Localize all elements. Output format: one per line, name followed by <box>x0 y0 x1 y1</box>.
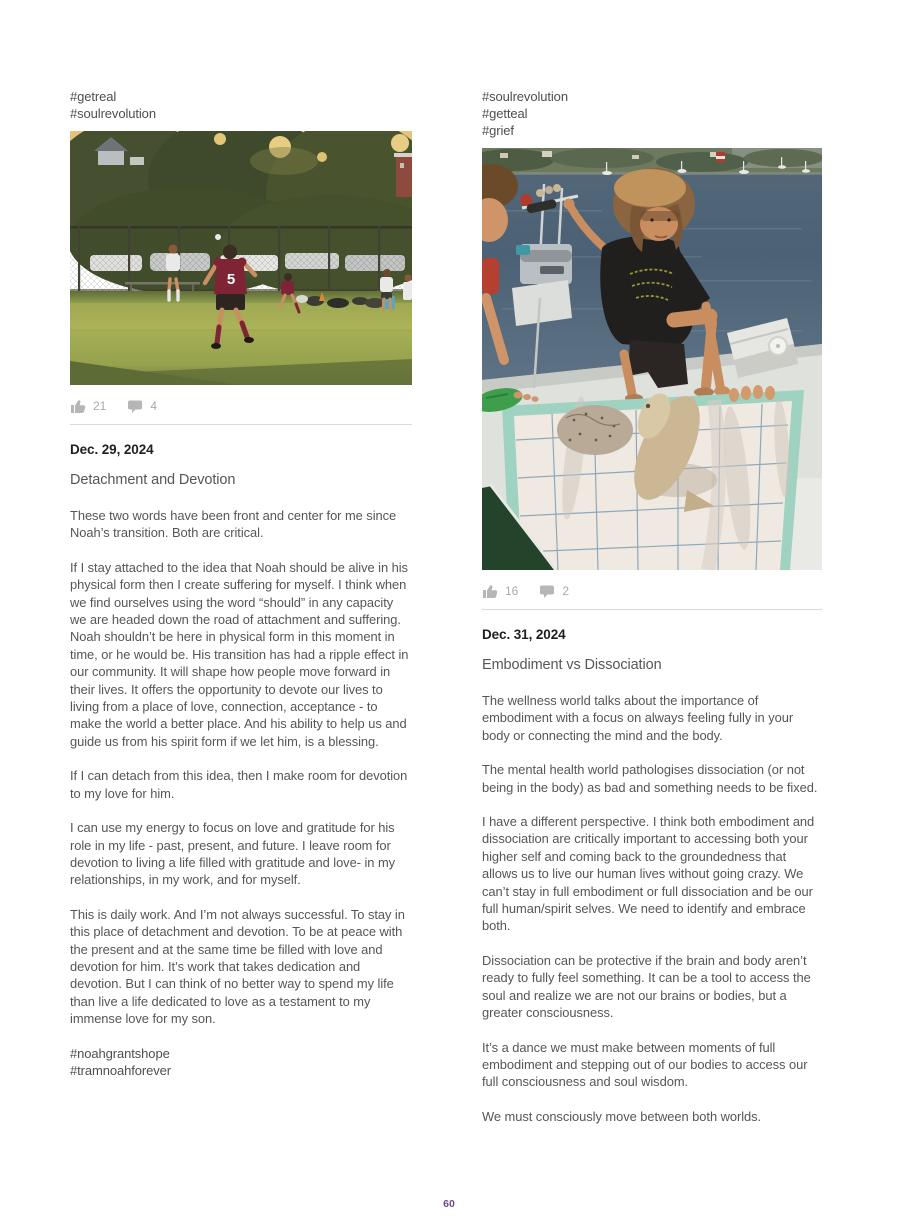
paragraph: I can use my energy to focus on love and gratitude for his role in my life - past, present, and future. I leave room for devotion to living a life filled with gratitude and love- in my relationships, in my work, and for myself. <box>70 820 396 888</box>
post-meta-row <box>482 582 822 600</box>
post-body <box>482 692 822 1125</box>
hashtags-top <box>70 88 412 122</box>
hashtag: #soulrevolution <box>482 89 568 104</box>
comment-bubble-icon <box>539 583 555 599</box>
paragraph: The wellness world talks about the importance of embodiment with a focus on always feeling fully in your body or connecting the mind and the body. <box>482 693 794 743</box>
paragraph: It’s a dance we must make between moments of full embodiment and stepping out of our bodies to access our full consciousness and soul wisdom. <box>482 1039 808 1090</box>
paragraph: This is daily work. And I’m not always successful. To stay in this place of detachment and devotion. To be at peace with the present and at the same time be filled with love and devotion for him. It’s work that takes dedication and devotion. But I can think of no better way to spend my life than live a life dedicated to love as a testament to my immense love for my son. <box>70 906 405 1027</box>
paragraph: Dissociation can be protective if the brain and body aren’t ready to fully feel something. It can be a tool to access the soul and realize we are not our brains or bodies, but a greater consciousness. <box>482 952 811 1021</box>
post-title: Detachment and Devotion <box>70 472 236 488</box>
comment-count: 4 <box>150 399 158 413</box>
hashtag: #getreal <box>70 89 117 104</box>
post-column-right <box>482 88 822 1142</box>
post-body <box>70 507 412 1028</box>
post-date: Dec. 31, 2024 <box>482 627 566 642</box>
thumbs-up-icon <box>482 583 498 599</box>
paragraph: These two words have been front and center for me since Noah’s transition. Both are critical. <box>70 508 397 541</box>
post-meta-row <box>70 397 412 415</box>
post-column-left <box>70 88 412 1079</box>
paragraph: The mental health world pathologises dissociation (or not being in the body) as bad and something needs to be fixed. <box>482 762 818 795</box>
paragraph: If I can detach from this idea, then I make room for devotion to my love for him. <box>70 768 408 801</box>
hashtag: #grief <box>482 123 514 138</box>
hashtag: #tramnoahforever <box>70 1062 172 1078</box>
page-number: 60 <box>443 1198 455 1210</box>
post-date: Dec. 29, 2024 <box>70 442 154 457</box>
post-photo-boat <box>482 148 822 570</box>
hashtags-bottom <box>70 1045 412 1079</box>
post-photo-soccer <box>70 131 412 385</box>
paragraph: If I stay attached to the idea that Noah should be alive in his physical form then I create suffering for myself. I think when we find ourselves using the word “should” in any capacity we are headed down the road of attachment and suffering. Noah shouldn’t be here in physical form in this moment in time, or he would be. His transition has had a ripple effect in our community. It will shape how people move forward in their lives. It offers the opportunity to devote our lives to living from a place of love, connection, acceptance - to make the world a better place. And his ability to help us and guide us from his spirit form if we let him, is a blessing. <box>70 559 409 749</box>
post-divider <box>482 609 822 610</box>
comment-bubble-icon <box>127 398 143 414</box>
paragraph: I have a different perspective. I think both embodiment and dissociation are critically important to accessing both your higher self and coming back to the groundedness that allows us to live our human lives without going crazy. We can’t stay in full embodiment or full dissociation and be our full human/spirit selves. We need to identify and embrace both. <box>482 814 815 934</box>
jersey-number: 5 <box>226 271 236 288</box>
post-title: Embodiment vs Dissociation <box>482 657 662 673</box>
hashtag: #getteal <box>482 106 528 121</box>
hashtag: #soulrevolution <box>70 106 156 121</box>
hashtags-top <box>482 88 822 139</box>
like-count: 21 <box>93 399 107 413</box>
paragraph: We must consciously move between both worlds. <box>482 1108 762 1124</box>
comment-count: 2 <box>562 584 570 598</box>
post-divider <box>70 424 412 425</box>
thumbs-up-icon <box>70 398 86 414</box>
hashtag: #noahgrantshope <box>70 1045 170 1061</box>
like-count: 16 <box>505 584 519 598</box>
